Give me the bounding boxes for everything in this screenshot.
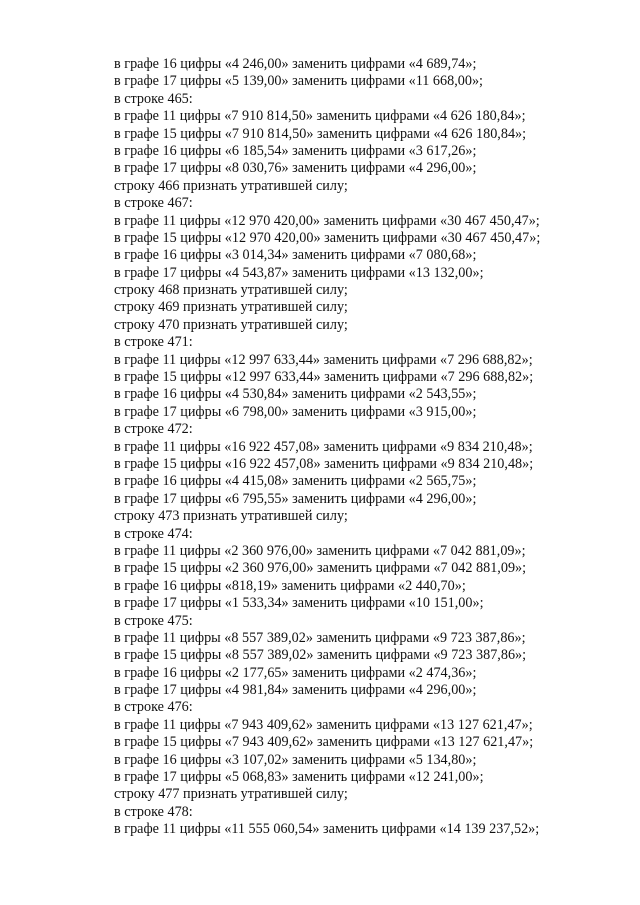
text-line: в строке 478: [114,803,193,820]
text-line: в графе 16 цифры «4 415,08» заменить цифрами «2 565,75»; [114,473,477,490]
text-line: в графе 15 цифры «8 557 389,02» заменить цифрами «9 723 387,86»; [114,647,527,664]
text-line: в графе 11 цифры «12 997 633,44» заменить цифрами «7 296 688,82»; [114,351,533,368]
text-line: в графе 16 цифры «4 246,00» заменить цифрами «4 689,74»; [114,56,477,72]
amendment-text [114,56,614,839]
text-line: в графе 17 цифры «6 795,55» заменить цифрами «4 296,00»; [114,490,477,507]
text-line: строку 470 признать утратившей силу; [114,316,348,333]
text-line: в строке 471: [114,334,193,351]
text-line: строку 466 признать утратившей силу; [114,177,348,194]
text-line: в графе 17 цифры «4 543,87» заменить цифрами «13 132,00»; [114,264,484,281]
text-line: в графе 17 цифры «5 139,00» заменить цифрами «11 668,00»; [114,73,483,90]
text-line: строку 469 признать утратившей силу; [114,299,348,316]
text-line: в графе 16 цифры «3 107,02» заменить цифрами «5 134,80»; [114,751,477,768]
text-line: в строке 474: [114,525,193,542]
text-line: в графе 15 цифры «16 922 457,08» заменить цифрами «9 834 210,48»; [114,455,534,472]
text-line: в графе 15 цифры «7 943 409,62» заменить цифрами «13 127 621,47»; [114,734,534,751]
text-line: в графе 17 цифры «8 030,76» заменить цифрами «4 296,00»; [114,160,477,177]
text-line: в графе 11 цифры «16 922 457,08» заменить цифрами «9 834 210,48»; [114,438,533,455]
text-line: в графе 11 цифры «8 557 389,02» заменить цифрами «9 723 387,86»; [114,629,526,646]
text-line: в графе 17 цифры «6 798,00» заменить цифрами «3 915,00»; [114,403,477,420]
text-line: в строке 476: [114,699,193,716]
text-line: в графе 11 цифры «2 360 976,00» заменить цифрами «7 042 881,09»; [114,542,526,559]
text-line: в строке 472: [114,421,193,438]
text-line: в графе 16 цифры «3 014,34» заменить цифрами «7 080,68»; [114,247,477,264]
text-line: в графе 11 цифры «7 910 814,50» заменить цифрами «4 626 180,84»; [114,108,526,125]
text-line: в графе 11 цифры «12 970 420,00» заменить цифрами «30 467 450,47»; [114,212,540,229]
text-line: в графе 17 цифры «4 981,84» заменить цифрами «4 296,00»; [114,682,477,699]
text-line: в строке 467: [114,195,193,212]
text-line: в графе 17 цифры «5 068,83» заменить цифрами «12 241,00»; [114,769,484,786]
text-line: строку 473 признать утратившей силу; [114,508,348,525]
text-line: строку 468 признать утратившей силу; [114,282,348,299]
text-line: в строке 465: [114,90,193,107]
text-line: в строке 475: [114,612,193,629]
text-line: в графе 16 цифры «6 185,54» заменить цифрами «3 617,26»; [114,142,477,159]
text-line: в графе 15 цифры «7 910 814,50» заменить цифрами «4 626 180,84»; [114,125,527,142]
text-line: в графе 15 цифры «12 997 633,44» заменить цифрами «7 296 688,82»; [114,369,534,386]
text-line: в графе 17 цифры «1 533,34» заменить цифрами «10 151,00»; [114,595,484,612]
text-line: в графе 16 цифры «818,19» заменить цифрами «2 440,70»; [114,577,466,594]
text-line: в графе 16 цифры «4 530,84» заменить цифрами «2 543,55»; [114,386,477,403]
text-line: в графе 15 цифры «2 360 976,00» заменить цифрами «7 042 881,09»; [114,560,527,577]
text-line: строку 477 признать утратившей силу; [114,786,348,803]
text-line: в графе 11 цифры «7 943 409,62» заменить цифрами «13 127 621,47»; [114,716,533,733]
text-line: в графе 15 цифры «12 970 420,00» заменить цифрами «30 467 450,47»; [114,229,541,246]
text-line: в графе 16 цифры «2 177,65» заменить цифрами «2 474,36»; [114,664,477,681]
text-line: в графе 11 цифры «11 555 060,54» заменить цифрами «14 139 237,52»; [114,821,540,838]
